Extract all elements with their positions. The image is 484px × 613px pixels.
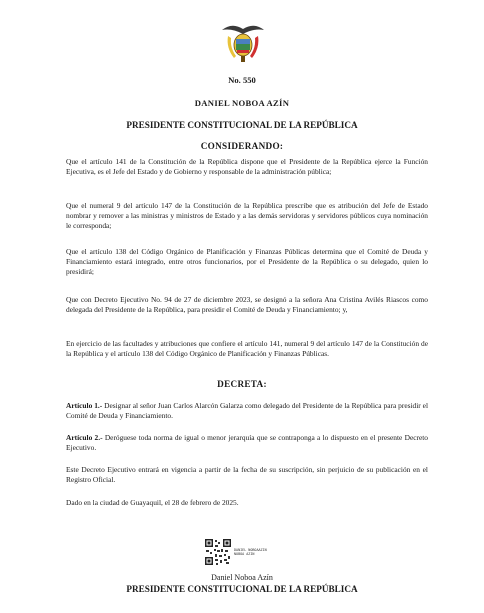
qr-caption-line: DANIEL NOBOAAZIN <box>234 548 267 552</box>
decree-number: No. 550 <box>228 75 256 85</box>
date-paragraph: Dado en la ciudad de Guayaquil, el 28 de febrero de 2025. <box>66 498 239 507</box>
qr-caption-line: NOBOA AZIN <box>234 552 255 557</box>
article-text: Designar al señor Juan Carlos Alarcón Galarza como delegado del Presidente de la República para presidir el Comité de Deuda y Financiamiento. <box>66 401 428 420</box>
signer-office: PRESIDENTE CONSTITUCIONAL DE LA REPÚBLICA <box>126 584 358 594</box>
signer-name: Daniel Noboa Azín <box>211 573 273 582</box>
considerando-paragraph: En ejercicio de las facultades y atribuciones que confiere el artículo 141, numeral 9 del artículo 147 de la Constitución de la República y el artículo 138 del Código Orgánico de Planificación y Finanzas Públicas. <box>66 339 428 358</box>
article-label: Artículo 2.- <box>66 433 103 442</box>
article-2 <box>66 433 428 453</box>
considerando-paragraph: Que el artículo 138 del Código Orgánico de Planificación y Finanzas Públicas determina que el Comité de Deuda y Financiamiento estará integrado, entre otros funcionarios, por el Presidente de la República o su delegado, quien lo presidirá; <box>66 247 428 276</box>
president-name-heading: DANIEL NOBOA AZÍN <box>194 98 290 108</box>
office-heading: PRESIDENTE CONSTITUCIONAL DE LA REPÚBLICA <box>126 120 358 130</box>
considerando-paragraph: Que con Decreto Ejecutivo No. 94 de 27 de diciembre 2023, se designó a la señora Ana Cristina Avilés Riascos como delegada del Presidente de la República, para presidir el Comité de Deuda y Financiamiento; y, <box>66 295 428 314</box>
considerando-heading: CONSIDERANDO: <box>200 141 284 151</box>
decreta-heading: DECRETA: <box>217 379 267 389</box>
coat-of-arms-seal <box>220 20 266 64</box>
qr-signer-caption <box>234 548 267 556</box>
considerando-paragraph: Que el numeral 9 del artículo 147 de la Constitución de la República prescribe que es atribución del Jefe de Estado nombrar y remover a las ministras y ministros de Estado y a las demás servidoras y servidores públicos cuya nominación le corresponda; <box>66 201 428 230</box>
considerando-paragraph: Que el artículo 141 de la Constitución de la República dispone que el Presidente de la República ejerce la Función Ejecutiva, es el Jefe del Estado y de Gobierno y responsable de la administración pública; <box>66 157 428 176</box>
article-1 <box>66 401 428 421</box>
closing-paragraph: Este Decreto Ejecutivo entrará en vigencia a partir de la fecha de su suscripción, sin perjuicio de su publicación en el Registro Oficial. <box>66 465 428 484</box>
article-label: Artículo 1.- <box>66 401 103 410</box>
signature-qr-code <box>204 538 232 566</box>
article-text: Deróguese toda norma de igual o menor jerarquía que se contraponga a lo dispuesto en el presente Decreto Ejecutivo. <box>66 433 428 452</box>
